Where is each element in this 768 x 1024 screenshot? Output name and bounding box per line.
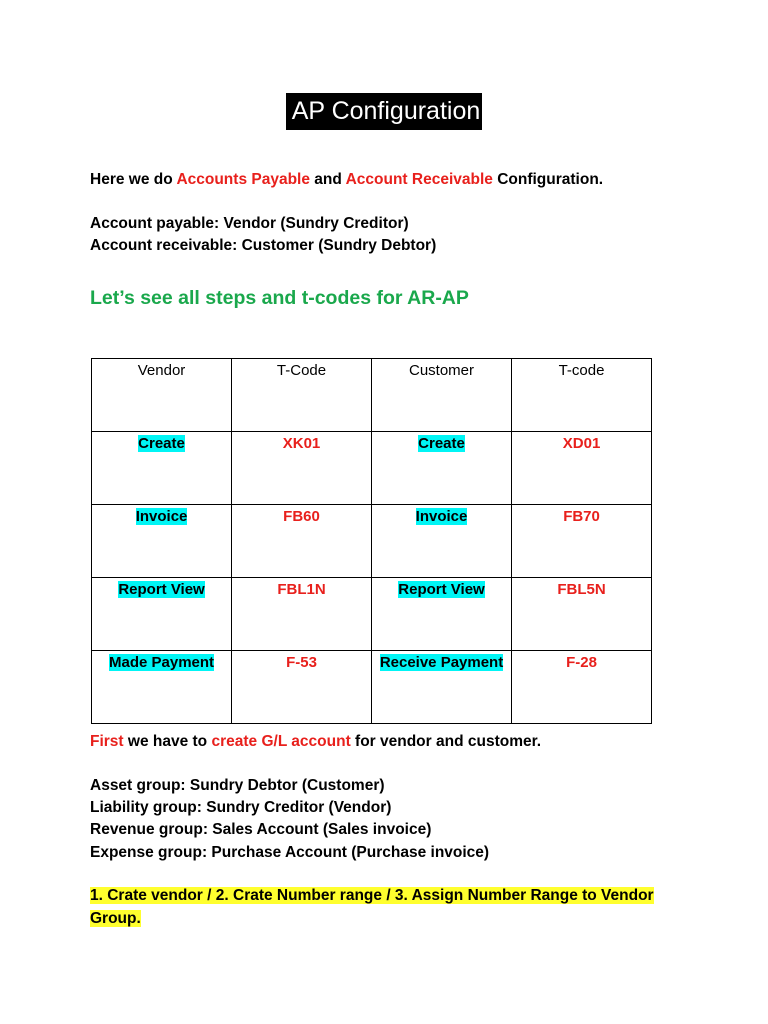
definition-receivable: Account receivable: Customer (Sundry Debtor) <box>90 237 437 254</box>
customer-tcode: FBL5N <box>512 578 652 651</box>
first-end: for vendor and customer. <box>350 733 542 750</box>
vendor-tcode: FBL1N <box>232 578 372 651</box>
definition-payable: Account payable: Vendor (Sundry Creditor) <box>90 215 409 232</box>
accounts-payable-term: Accounts Payable <box>176 171 310 188</box>
vendor-action-cell <box>92 578 232 651</box>
vendor-action: Report View <box>118 581 205 598</box>
intro-paragraph <box>90 171 603 189</box>
intro-prefix: Here we do <box>90 171 177 188</box>
title-container <box>0 93 768 130</box>
customer-action-cell <box>371 578 511 651</box>
vendor-tcode: XK01 <box>232 432 372 505</box>
header-customer: Customer <box>371 359 511 432</box>
vendor-action: Invoice <box>135 508 188 525</box>
group-expense: Expense group: Purchase Account (Purchase invoice) <box>90 844 490 861</box>
table-row <box>92 505 652 578</box>
customer-tcode: F-28 <box>512 651 652 724</box>
tcode-table <box>91 358 652 724</box>
vendor-tcode: F-53 <box>232 651 372 724</box>
customer-action: Receive Payment <box>379 654 504 671</box>
table-header-row <box>92 359 652 432</box>
vendor-action-cell <box>92 432 232 505</box>
page-title: AP Configuration <box>286 93 483 130</box>
customer-action-cell <box>371 505 511 578</box>
customer-tcode: XD01 <box>512 432 652 505</box>
steps-line-1: 1. Crate vendor / 2. Crate Number range / 3. Assign Number Range to Vendor <box>90 887 654 904</box>
vendor-tcode: FB60 <box>232 505 372 578</box>
steps-line-2: Group. <box>90 910 141 927</box>
header-tcode-2: T-code <box>512 359 652 432</box>
customer-action: Invoice <box>415 508 468 525</box>
first-term: First <box>90 733 124 750</box>
vendor-action-cell <box>92 505 232 578</box>
steps-paragraph <box>90 884 670 930</box>
first-step-paragraph <box>90 733 541 751</box>
vendor-action-cell <box>92 651 232 724</box>
tcodes-subheading: Let’s see all steps and t-codes for AR-AP <box>90 287 469 309</box>
vendor-action: Made Payment <box>109 654 215 671</box>
account-receivable-term: Account Receivable <box>345 171 493 188</box>
vendor-action: Create <box>138 435 185 452</box>
group-asset: Asset group: Sundry Debtor (Customer) <box>90 777 385 794</box>
table-row <box>92 432 652 505</box>
group-revenue: Revenue group: Sales Account (Sales invoice) <box>90 821 432 838</box>
first-mid: we have to <box>123 733 212 750</box>
intro-suffix: Configuration. <box>492 171 604 188</box>
customer-action-cell <box>371 432 511 505</box>
customer-action: Create <box>418 435 465 452</box>
table-row <box>92 651 652 724</box>
customer-action-cell <box>371 651 511 724</box>
header-vendor: Vendor <box>92 359 232 432</box>
customer-action: Report View <box>398 581 485 598</box>
create-gl-term: create G/L account <box>211 733 351 750</box>
table-row <box>92 578 652 651</box>
header-tcode: T-Code <box>232 359 372 432</box>
customer-tcode: FB70 <box>512 505 652 578</box>
intro-and: and <box>309 171 346 188</box>
group-liability: Liability group: Sundry Creditor (Vendor) <box>90 799 392 816</box>
